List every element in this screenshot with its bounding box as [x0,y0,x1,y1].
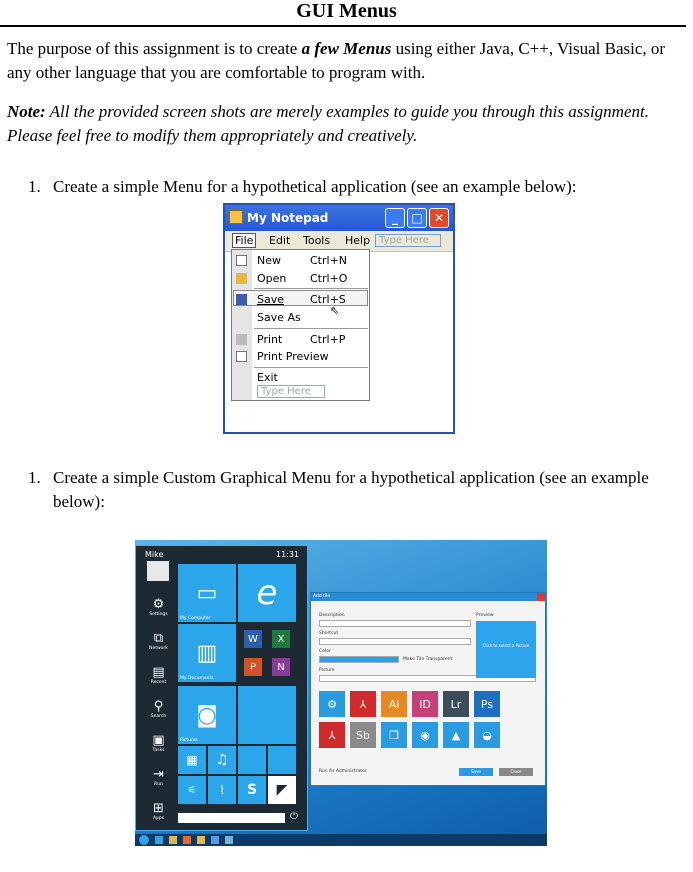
tile-skype [238,776,266,804]
dialog-titlebar: Add tile [311,593,545,601]
network-icon: ⧉ [153,631,164,646]
menu-separator [254,288,368,289]
close-button: Close [499,768,533,776]
skype-icon: S [246,782,258,798]
menu-tools: Tools [303,234,331,247]
description-label: Description [319,613,345,618]
nav-apps: ⊞ Apps [141,802,176,822]
maximize-icon: □ [407,208,427,228]
tile-video [178,746,206,774]
print-preview-icon [236,351,247,362]
shortcut-print: Ctrl+P [310,333,346,346]
save-highlight [233,290,368,306]
note-label: Note: [7,102,46,121]
shortcut-open: Ctrl+O [310,272,348,285]
menu-edit: Edit [269,234,291,247]
notepad-titlebar [225,205,453,231]
remote-icon: ◤ [276,782,288,798]
title-rule [0,25,686,27]
taskbar-app-icon [211,836,219,844]
menu-item-new: New [257,254,281,267]
color-select [319,656,399,663]
app-a-icon: ▲ [443,722,469,748]
nav-network: ⧉ Network [141,632,176,652]
start-search-input [178,813,285,823]
menu-separator [254,328,368,329]
copy-icon: ❐ [381,722,407,748]
menu-separator [254,367,368,368]
menu-file: File [232,233,256,248]
intro-text-end: using either Java, C++, Visual Basic, or any other language that you are comfortable to program with. [7,39,666,82]
computer-icon: ▭ [196,580,218,606]
start-clock: 11:31 [276,550,300,559]
intro-emphasis: a few Menus [301,39,392,58]
shortcut-field [319,638,471,645]
ie-icon: e [256,573,278,613]
cursor-arrow-icon: ⇖ [330,304,340,317]
list-text: Create a simple Menu for a hypothetical application (see an example below): [53,177,577,196]
gear-icon: ⚙ [152,597,165,612]
tile-activity [208,776,236,804]
new-file-icon [236,255,247,266]
note-text: All the provided screen shots are merely examples to guide you through this assignment. Please feel free to modify them appropriately and creatively. [7,102,649,145]
menu-item-print: Print [257,333,283,346]
nav-recent: ▤ Recent [141,666,176,686]
note-paragraph [7,100,687,148]
list-number: 1. [28,177,41,196]
music-icon: ♫ [215,752,229,768]
menu-help: Help [345,234,371,247]
nav-settings: ⚙ Settings [141,598,176,618]
nav-search: ⚲ Search [141,700,176,720]
tile-excel: X [272,630,290,648]
page-title: GUI Menus [296,0,397,22]
tile-powerpoint: P [244,658,262,676]
tile-control [178,776,206,804]
control-icon: ⚟ [187,784,197,796]
save-button: Save [459,768,493,776]
file-dropdown [231,249,370,401]
taskbar-ie-icon [155,836,163,844]
tile-my-documents: ▥ My Documents [178,624,236,682]
close-icon: ✕ [429,208,449,228]
list-number: 1. [28,468,41,487]
custom-menu-screenshot [135,540,547,846]
nav-tasks: ▣ Tasks [141,734,176,754]
nav-run: ⇥ Run [141,768,176,788]
save-disk-icon [236,294,247,305]
taskbar-media-icon [183,836,191,844]
taskbar-window-icon [225,836,233,844]
tile-remote [268,776,296,804]
description-field [319,620,471,627]
car-icon: ◒ [474,722,500,748]
acrobat-icon: ⅄ [350,691,376,717]
tasks-icon: ▣ [152,733,165,748]
start-orb-icon [139,835,149,845]
power-icon: ⏻ [290,811,298,822]
open-folder-icon [236,273,247,284]
reader-icon: ⅄ [319,722,345,748]
taskbar-explorer-icon [197,836,205,844]
menu-item-save: Save [257,293,285,306]
pulse-icon: ⌇ [219,783,225,797]
camera-icon: ◙ [196,702,218,728]
transparent-checkbox-label: Make Tile Transparent [403,657,453,662]
film-icon: ▦ [186,753,198,767]
apps-icon: ⊞ [153,801,164,816]
soundbooth-icon: Sb [350,722,376,748]
dialog-close-icon [537,593,545,601]
gear-tile-icon: ⚙ [319,691,345,717]
notepad-app-icon [229,210,243,224]
illustrator-icon: Ai [381,691,407,717]
taskbar [135,834,547,846]
tile-internet-explorer [238,564,296,622]
notepad-title: My Notepad [247,211,329,225]
tile-my-computer: ▭ My Computer [178,564,236,622]
menubar-type-here: Type Here [375,234,441,247]
taskbar-folder-icon [169,836,177,844]
tile-blank [238,686,296,744]
add-tile-dialog [310,592,546,786]
intro-paragraph [7,37,687,85]
run-icon: ⇥ [153,767,164,782]
preview-box: Click to select a Picture [476,621,536,678]
recent-icon: ▤ [152,665,165,680]
tile-small-b [268,746,296,774]
menu-item-open: Open [257,272,287,285]
tile-word: W [244,630,262,648]
shortcut-new: Ctrl+N [310,254,348,267]
menu-item-save-as: Save As [257,311,301,324]
tile-music [208,746,236,774]
photoshop-icon: Ps [474,691,500,717]
menu-item-exit: Exit [257,371,278,384]
chat-icon: ◉ [412,722,438,748]
color-label: Color [319,649,331,654]
documents-icon: ▥ [196,640,218,666]
tile-onenote: N [272,658,290,676]
preview-label: Preview [476,613,494,618]
avatar [147,561,169,581]
notepad-screenshot [223,203,455,434]
printer-icon [236,334,247,345]
indesign-icon: ID [412,691,438,717]
dropdown-type-here: Type Here [257,385,325,398]
shortcut-label: Shortcut [319,631,339,636]
lightroom-icon: Lr [443,691,469,717]
picture-label: Picture [319,668,335,673]
start-menu [135,545,308,831]
tile-small-a [238,746,266,774]
menu-item-print-preview: Print Preview [257,350,329,363]
minimize-icon: _ [385,208,405,228]
run-admin-checkbox-label: Run As Administrator [319,769,367,774]
intro-text-start: The purpose of this assignment is to create [7,39,302,58]
list-text: Create a simple Custom Graphical Menu for a hypothetical application (see an example below): [53,468,649,511]
start-user-name: Mike [145,550,164,559]
tile-pictures: ◙ Pictures [178,686,236,744]
search-icon: ⚲ [153,699,164,714]
shortcut-save: Ctrl+S [310,293,346,306]
